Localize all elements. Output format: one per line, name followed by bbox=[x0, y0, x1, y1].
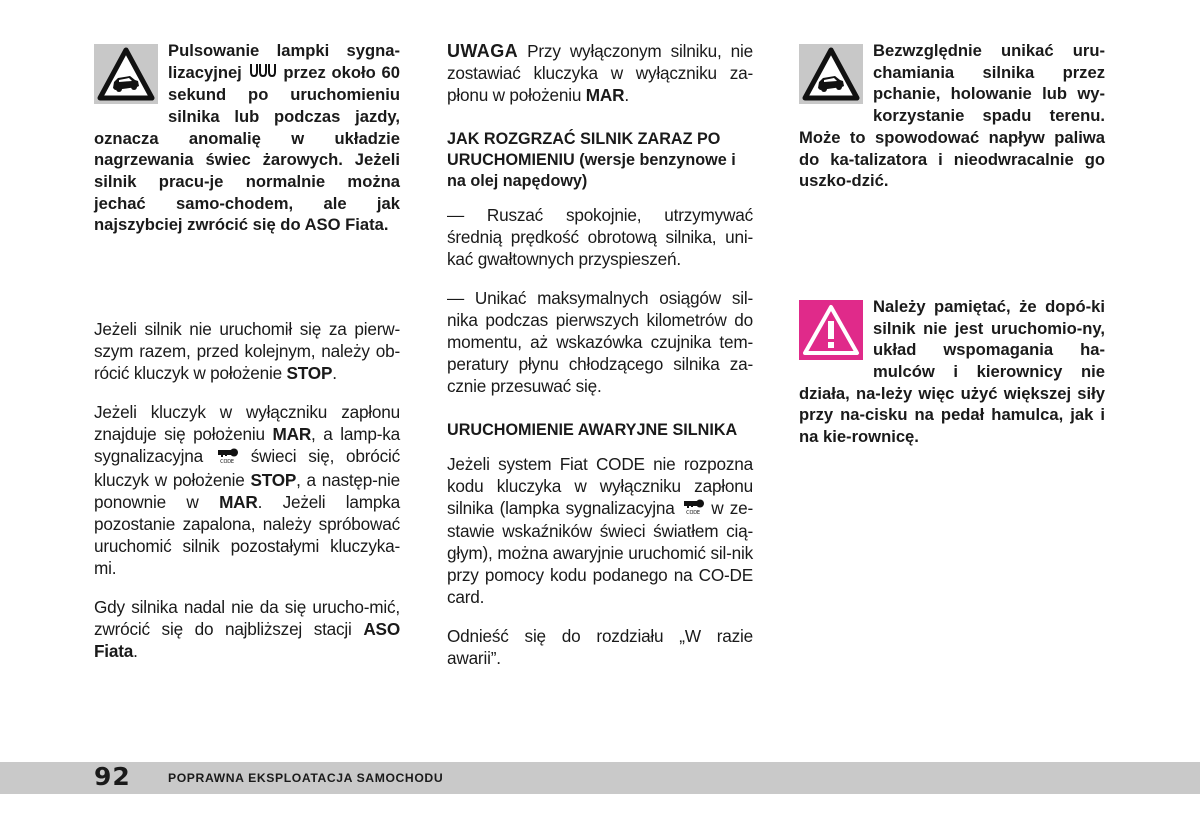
key-position-stop: STOP bbox=[250, 469, 297, 490]
push-start-warning bbox=[799, 40, 1105, 192]
text: Jeżeli kluczyk w wyłączniku zapłonu znajduje się położeniu bbox=[94, 402, 400, 445]
service-name: ASO Fiata bbox=[94, 618, 400, 661]
text: w ze-stawie wskaźników świeci światłem cią-głym), można awaryjnie uruchomić sil-nik przy pomocy kodu podanego na CO-DE card. bbox=[447, 498, 754, 608]
paragraph-refer-chapter: Odnieść się do rozdziału „W razie awarii”. bbox=[447, 626, 753, 669]
text: Gdy silnika nadal nie da się urucho-mić, zwrócić się do najbliższej stacji bbox=[94, 596, 400, 639]
key-position-mar: MAR bbox=[219, 491, 258, 512]
chapter-title: POPRAWNA EKSPLOATACJA SAMOCHODU bbox=[168, 771, 444, 785]
section-heading-emergency-start: URUCHOMIENIE AWARYJNE SILNIKA bbox=[447, 421, 738, 439]
key-position-stop: STOP bbox=[286, 363, 333, 384]
brake-assist-warning-text: Należy pamiętać, że dopó-ki silnik nie jest uruchomio-ny, układ wspomagania ha-mulców i kierownicy nie działa, na-leży więc użyć większej siły przy na-cisku na pedał hamulca, jak i na kie-rownicę. bbox=[799, 296, 1105, 447]
paragraph-first-attempt bbox=[94, 318, 400, 384]
fiat-code-key-icon bbox=[215, 447, 239, 469]
glow-plug-icon bbox=[248, 62, 278, 84]
key-position-mar: MAR bbox=[585, 85, 625, 105]
text: Przy wyłączonym silniku, nie zostawiać kluczyka w wyłączniku za-płonu w położeniu bbox=[447, 41, 753, 105]
key-position-mar: MAR bbox=[272, 424, 312, 445]
text: . bbox=[624, 85, 629, 105]
glow-plug-warning bbox=[94, 40, 400, 236]
uwaga-lead: UWAGA bbox=[447, 41, 518, 61]
car-on-slope-warning-icon bbox=[799, 44, 863, 104]
warning-text-part2: przez około 60 sekund po uruchomieniu silnika lub podczas jazdy, oznacza anomalię w układzie nagrzewania świec żarowych. Jeżeli silnik pracu-je normalnie można jechać samo-chodem, ale jak najszybciej zwrócić się do ASO Fiata. bbox=[94, 62, 400, 235]
brake-assist-warning bbox=[799, 296, 1105, 448]
text: , a lamp-ka sygnalizacyjna bbox=[94, 424, 400, 467]
column-right bbox=[799, 40, 1105, 448]
text: , a następ-nie ponownie w bbox=[94, 469, 401, 512]
paragraph-contact-service bbox=[94, 596, 400, 662]
text: Jeżeli silnik nie uruchomił się za pierw-szym razem, przed kolejnym, należy ob-rócić kluczyk w położenie bbox=[94, 319, 400, 384]
warning-text-part1: Pulsowanie lampki sygna-lizacyjnej bbox=[168, 41, 400, 82]
push-start-warning-text: Bezwzględnie unikać uru-chamiania silnika przez pchanie, holowanie lub wy-korzystanie spadu terenu. Może to spowodować napływ paliwa do ka-talizatora i nieodwracalnie go uszko-dzić. bbox=[799, 41, 1105, 191]
code-label: CODE bbox=[686, 510, 700, 516]
fiat-code-key-icon bbox=[681, 498, 705, 520]
code-label: CODE bbox=[220, 458, 234, 464]
page-number: 92 bbox=[94, 762, 131, 791]
column-left bbox=[94, 40, 400, 679]
paragraph-drive-calmly: — Ruszać spokojnie, utrzymywać średnią prędkość obrotową silnika, uni-kać gwałtownych przyspieszeń. bbox=[447, 205, 753, 269]
exclamation-warning-icon bbox=[799, 300, 863, 360]
paragraph-fiat-code bbox=[447, 453, 753, 608]
paragraph-avoid-max-performance: — Unikać maksymalnych osiągów sil-nika podczas pierwszych kilometrów do momentu, aż wskazówka czujnika tem-peratury płynu chłodzącego silnika za-cznie przesuwać się. bbox=[447, 288, 753, 396]
text: . Jeżeli lampka pozostanie zapalona, należy spróbować uruchomić silnik pozostałymi kluczyka-mi. bbox=[94, 491, 400, 578]
column-middle bbox=[447, 40, 753, 686]
text: . bbox=[133, 640, 138, 661]
text: Jeżeli system Fiat CODE nie rozpozna kodu kluczyka w wyłączniku zapłonu silnika (lampka sygnalizacyjna bbox=[447, 454, 753, 518]
car-on-slope-warning-icon bbox=[94, 44, 158, 104]
text: świeci się, obrócić kluczyk w położenie bbox=[94, 446, 401, 490]
paragraph-uwaga bbox=[447, 40, 753, 106]
paragraph-key-in-mar bbox=[94, 401, 400, 578]
text: . bbox=[332, 363, 337, 384]
section-heading-warm-up: JAK ROZGRZAĆ SILNIK ZARAZ PO URUCHOMIENIU (wersje benzynowe i na olej napędowy) bbox=[447, 130, 736, 190]
